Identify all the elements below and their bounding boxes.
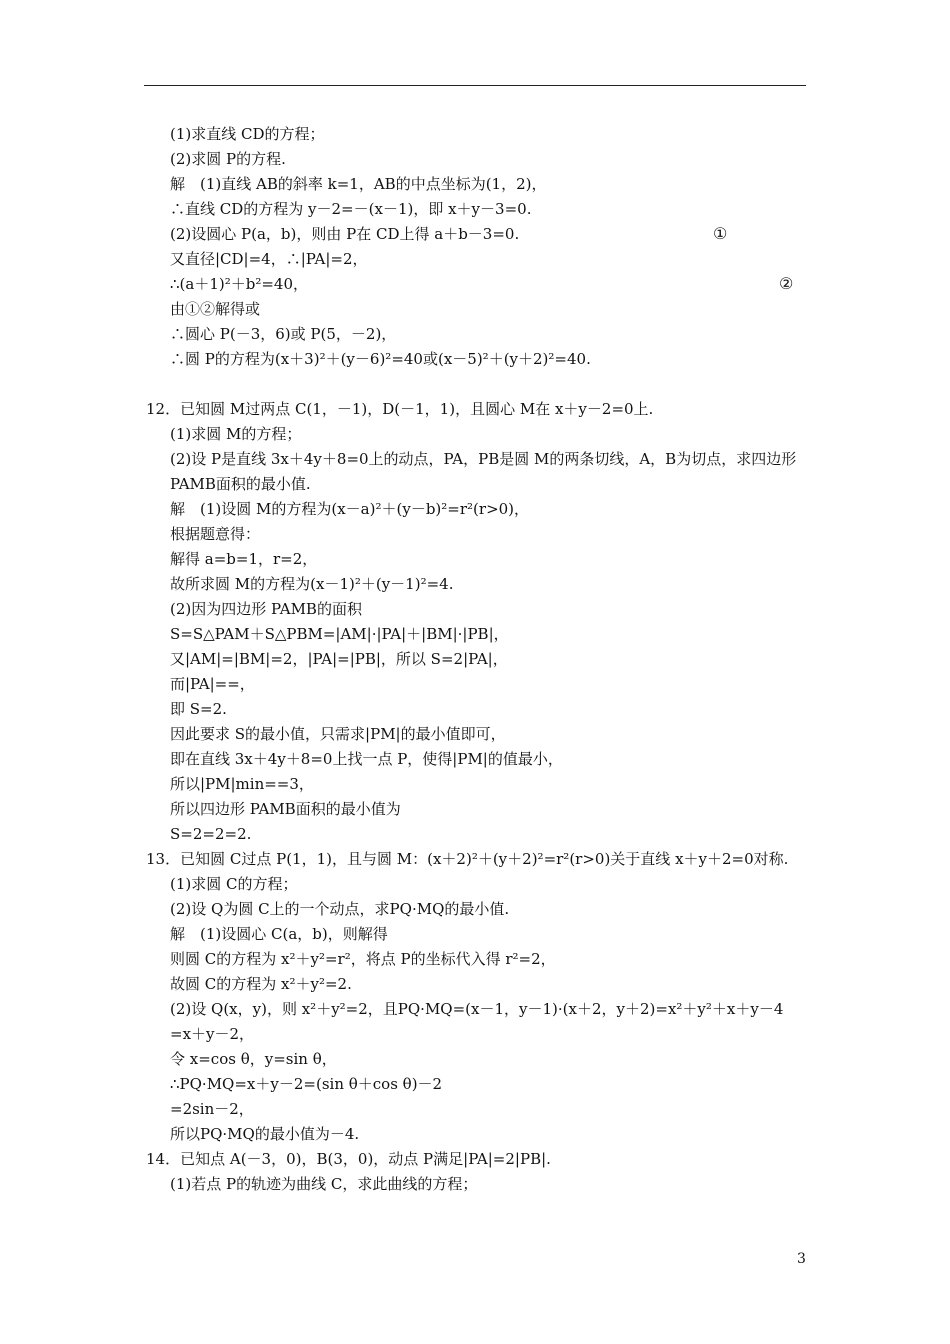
problem-13-heading: 13．已知圆 C过点 P(1，1)，且与圆 M：(x＋2)²＋(y＋2)²=r²(r>0)关于直线 x＋y＋2=0对称.: [146, 850, 789, 868]
text-line: 所以|PM|min==3，: [170, 775, 314, 793]
text-line: 解 (1)设圆 M的方程为(x－a)²＋(y－b)²=r²(r>0)，: [170, 500, 530, 518]
text-line: =2sin－2，: [170, 1100, 254, 1118]
text-line: (2)设 Q为圆 C上的一个动点，求PQ·MQ的最小值.: [170, 900, 510, 918]
text-line: 所以四边形 PAMB面积的最小值为: [170, 800, 401, 818]
text-line: (1)求直线 CD的方程；: [170, 125, 325, 143]
header-rule: [144, 85, 806, 86]
text-line: ∴(a＋1)²＋b²=40，: [170, 275, 309, 293]
text-line: ∴直线 CD的方程为 y－2=－(x－1)，即 x＋y－3=0.: [170, 200, 532, 218]
text-line: (1)求圆 M的方程；: [170, 425, 302, 443]
problem-14-heading: 14．已知点 A(－3，0)，B(3，0)，动点 P满足|PA|=2|PB|.: [146, 1150, 551, 1168]
text-line: (2)设圆心 P(a，b)，则由 P在 CD上得 a＋b－3=0.: [170, 225, 520, 243]
text-line: PAMB面积的最小值.: [170, 475, 311, 493]
text-line: (2)因为四边形 PAMB的面积: [170, 600, 362, 618]
text-line: 解 (1)直线 AB的斜率 k=1，AB的中点坐标为(1，2)，: [170, 175, 547, 193]
text-line: 故所求圆 M的方程为(x－1)²＋(y－1)²=4.: [170, 575, 454, 593]
text-line: ∴圆 P的方程为(x＋3)²＋(y－6)²=40或(x－5)²＋(y＋2)²=40.: [170, 350, 591, 368]
page-number: 3: [797, 1251, 806, 1267]
text-line: 则圆 C的方程为 x²＋y²=r²，将点 P的坐标代入得 r²=2，: [170, 950, 556, 968]
text-line: 故圆 C的方程为 x²＋y²=2.: [170, 975, 352, 993]
text-line: =x＋y－2，: [170, 1025, 255, 1043]
text-line: ∴PQ·MQ=x＋y－2=(sin θ＋cos θ)－2: [170, 1075, 443, 1093]
equation-marker-2: ②: [779, 274, 794, 293]
text-line: 解 (1)设圆心 C(a，b)，则解得: [170, 925, 388, 943]
text-line: 所以PQ·MQ的最小值为－4.: [170, 1125, 360, 1143]
text-line: 即在直线 3x＋4y＋8=0上找一点 P，使得|PM|的值最小，: [170, 750, 563, 768]
text-line: S=2=2=2.: [170, 825, 252, 843]
text-line: 又直径|CD|=4，∴|PA|=2，: [170, 250, 368, 268]
text-line: 即 S=2.: [170, 700, 227, 718]
text-line: ∴圆心 P(－3，6)或 P(5，－2)，: [170, 325, 397, 343]
text-line: (1)若点 P的轨迹为曲线 C，求此曲线的方程；: [170, 1175, 478, 1193]
text-line: S=S△PAM＋S△PBM=|AM|·|PA|＋|BM|·|PB|，: [170, 625, 509, 643]
text-line: 解得 a=b=1，r=2，: [170, 550, 318, 568]
text-line: (1)求圆 C的方程；: [170, 875, 298, 893]
equation-marker-1: ①: [713, 224, 728, 243]
text-line: (2)求圆 P的方程.: [170, 150, 286, 168]
problem-12-heading: 12．已知圆 M过两点 C(1，－1)，D(－1，1)，且圆心 M在 x＋y－2=0上.: [146, 400, 654, 418]
text-line: 而|PA|==，: [170, 675, 255, 693]
text-line: 由①②解得或: [170, 300, 261, 318]
text-line: 令 x=cos θ，y=sin θ，: [170, 1050, 337, 1068]
text-line: 根据题意得：: [170, 525, 261, 543]
text-line: (2)设 P是直线 3x＋4y＋8=0上的动点，PA，PB是圆 M的两条切线，A，B为切点，求四边形: [170, 450, 797, 468]
text-line: (2)设 Q(x，y)，则 x²＋y²=2，且PQ·MQ=(x－1，y－1)·(x＋2，y＋2)=x²＋y²＋x＋y－4: [170, 1000, 784, 1018]
text-line: 因此要求 S的最小值，只需求|PM|的最小值即可，: [170, 725, 506, 743]
text-line: 又|AM|=|BM|=2，|PA|=|PB|，所以 S=2|PA|，: [170, 650, 508, 668]
